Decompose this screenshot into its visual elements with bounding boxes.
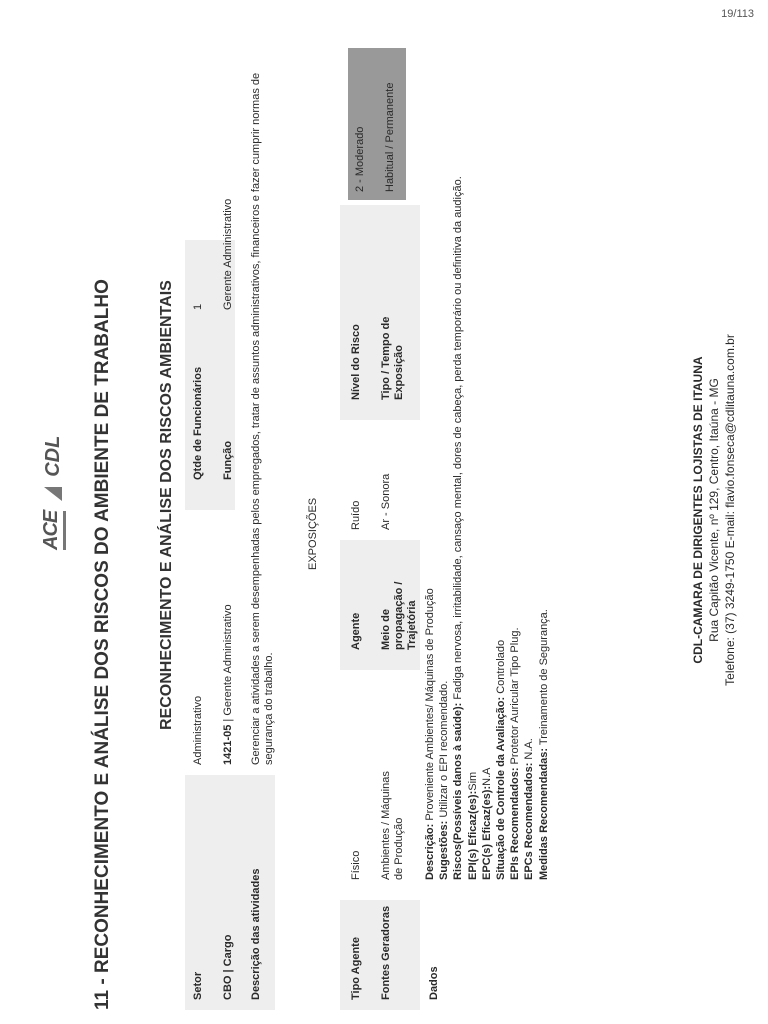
setor-label: Setor	[192, 971, 204, 1000]
qtde-label: Qtde de Funcionários	[192, 366, 204, 480]
cbo-label: CBO | Cargo	[222, 934, 234, 1000]
tipo-tempo-value: Habitual / Permanente	[384, 82, 396, 192]
footer-contact: Telefone: (37) 3249-1750 E-mail: flavio.fonseca@cdlitauna.com.br	[723, 334, 737, 686]
agente-label: Agente	[350, 612, 362, 650]
footer-org: CDL-CAMARA DE DIRIGENTES LOJISTAS DE ITAUNA	[691, 356, 705, 664]
fontes-label: Fontes Geradoras	[380, 905, 392, 1000]
ace-logo: ACE	[40, 511, 66, 550]
meio-label: Meio de propagação / Trajetória	[380, 581, 418, 650]
qtde-value: 1	[192, 303, 204, 310]
footer-address: Rua Capitão Vicente, nº 129, Centro, Itaúna - MG	[707, 378, 721, 642]
fontes-value: Ambientes / Máquinas de Produção	[380, 771, 405, 880]
dados-row: Riscos(Possíveis danos à saúde): Fadiga nervosa, irritabilidade, cansaço mental, dores de cabeça, perda temporário ou definitiva da audição.	[452, 176, 465, 880]
logo	[40, 436, 66, 550]
dados-row: Sugestões: Utilizar o EPI recomendado.	[438, 680, 451, 880]
descricao-value: Gerenciar a atividades a serem desempenhadas pelos empregados, tratar de assuntos administrativos, financeiros e fazer cumprir normas de segurança do trabalho.	[250, 72, 275, 765]
dados-row: Situação de Controle da Avaliação: Controlado	[495, 639, 508, 880]
nivel-value: 2 - Moderado	[354, 126, 366, 192]
document-sheet	[0, 10, 768, 1010]
cbo-value	[222, 604, 234, 765]
dados-label: Dados	[428, 966, 440, 1000]
tipo-tempo-label: Tipo / Tempo de Exposição	[380, 316, 405, 400]
dados-row: Medidas Recomendadas: Treinamento de Segurança.	[537, 609, 550, 880]
dados-row: EPIs Recomendados: Protetor Auricular Tipo Plug.	[509, 627, 522, 880]
funcao-value: Gerente Administrativo	[222, 198, 234, 310]
nivel-label: Nível do Risco	[350, 324, 362, 400]
exposicoes-label: EXPOSIÇÕES	[307, 497, 319, 570]
setor-value: Administrativo	[192, 695, 204, 765]
agente-value: Ruído	[350, 500, 362, 530]
dados-row: EPC(s) Eficaz(es):N.A	[480, 767, 493, 880]
dados-list	[423, 176, 551, 880]
meio-value: Ar - Sonora	[380, 473, 392, 530]
cdl-logo: CDL	[41, 435, 64, 477]
section-title: 11 - RECONHECIMENTO E ANÁLISE DOS RISCOS DO AMBIENTE DE TRABALHO	[92, 279, 113, 1010]
tipo-agente-value: Físico	[350, 850, 362, 880]
cdl-logo-mark	[44, 487, 62, 501]
section-subtitle: RECONHECIMENTO E ANÁLISE DOS RISCOS AMBIENTAIS	[158, 280, 175, 730]
descricao-label: Descrição das atividades	[250, 868, 262, 1000]
funcao-label: Função	[222, 440, 234, 480]
cbo-code: 1421-05	[222, 724, 234, 765]
dados-row: EPCs Recomendados: N.A.	[523, 738, 536, 880]
footer	[690, 250, 738, 770]
tipo-agente-label: Tipo Agente	[350, 937, 362, 1000]
page-number: 19/113	[721, 8, 754, 20]
cbo-text: | Gerente Administrativo	[222, 604, 234, 725]
dados-row: EPI(s) Eficaz(es):Sim	[466, 771, 479, 880]
dados-row: Descrição: Proveniente Ambientes/ Máquinas de Produção	[424, 588, 436, 880]
